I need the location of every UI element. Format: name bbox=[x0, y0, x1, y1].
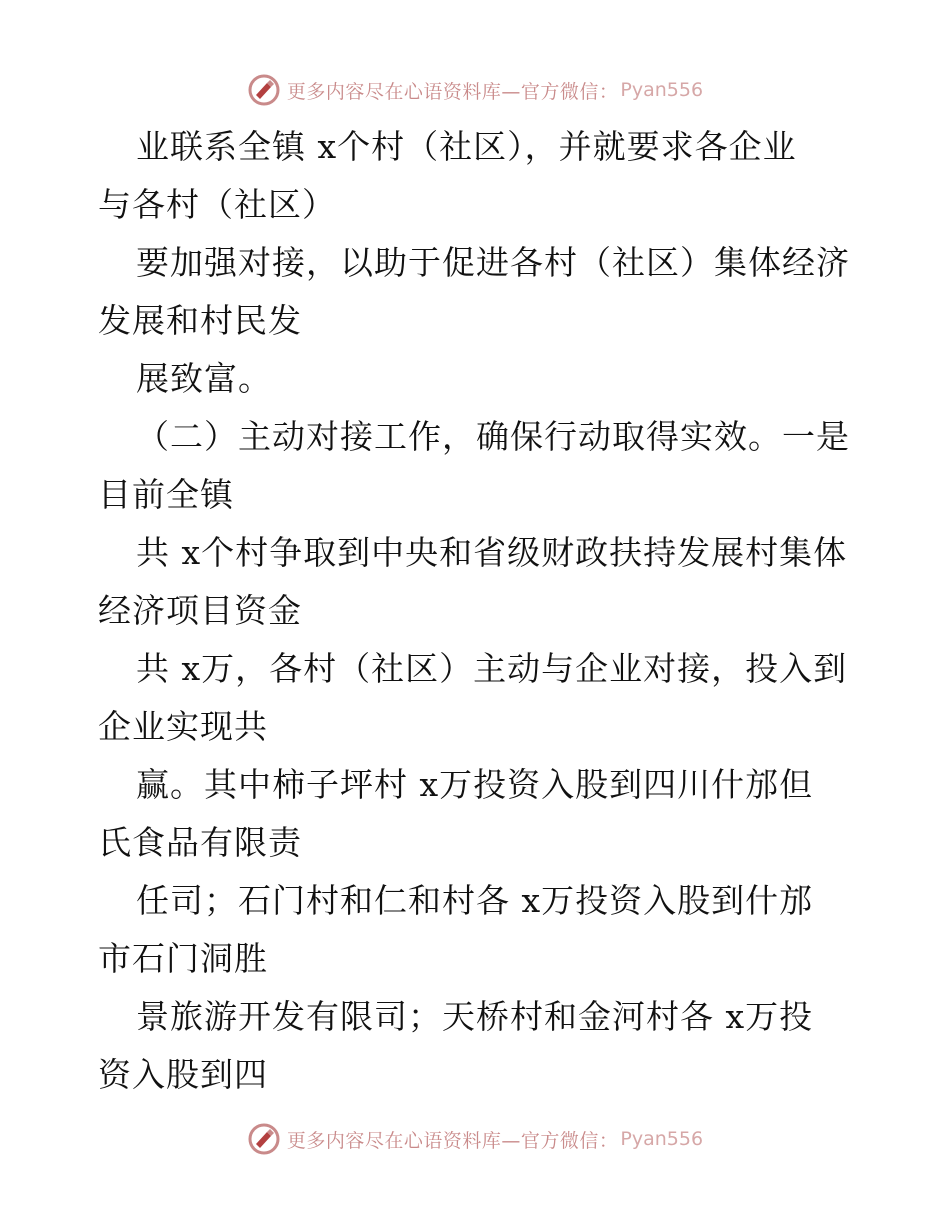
text-line: 要加强对接，以助于促进各村（社区）集体经济 bbox=[136, 243, 850, 282]
text-line: 景旅游开发有限司；天桥村和金河村各 x万投 bbox=[136, 997, 814, 1036]
text-line: 赢。其中柿子坪村 x万投资入股到四川什邡但 bbox=[136, 765, 814, 804]
text-line: 业联系全镇 x个村（社区），并就要求各企业 bbox=[136, 127, 797, 166]
header-watermark bbox=[0, 73, 950, 107]
text-line: 共 x个村争取到中央和省级财政扶持发展村集体 bbox=[136, 533, 848, 572]
text-line: 氏食品有限责 bbox=[98, 823, 302, 862]
watermark-text: 更多内容尽在心语资料库—官方微信： bbox=[286, 1129, 619, 1152]
text-line: 任司；石门村和仁和村各 x万投资入股到什邡 bbox=[136, 881, 814, 920]
text-line: （二）主动对接工作，确保行动取得实效。一是 bbox=[136, 417, 850, 456]
brand-logo-icon bbox=[247, 73, 281, 107]
text-line: 经济项目资金 bbox=[98, 591, 302, 630]
watermark-wechat-id: Pyan556 bbox=[620, 1128, 704, 1150]
footer-watermark bbox=[0, 1122, 950, 1156]
watermark-text: 更多内容尽在心语资料库—官方微信： bbox=[286, 80, 619, 103]
text-line: 发展和村民发 bbox=[98, 301, 302, 340]
text-line: 与各村（社区） bbox=[98, 185, 336, 224]
text-line: 资入股到四 bbox=[98, 1055, 268, 1094]
document-body bbox=[98, 118, 858, 1104]
brand-logo-icon bbox=[247, 1122, 281, 1156]
text-line: 企业实现共 bbox=[98, 707, 268, 746]
text-line: 共 x万，各村（社区）主动与企业对接，投入到 bbox=[136, 649, 848, 688]
watermark-wechat-id: Pyan556 bbox=[620, 79, 704, 101]
text-line: 目前全镇 bbox=[98, 475, 234, 514]
text-line: 展致富。 bbox=[136, 359, 272, 398]
text-line: 市石门洞胜 bbox=[98, 939, 268, 978]
